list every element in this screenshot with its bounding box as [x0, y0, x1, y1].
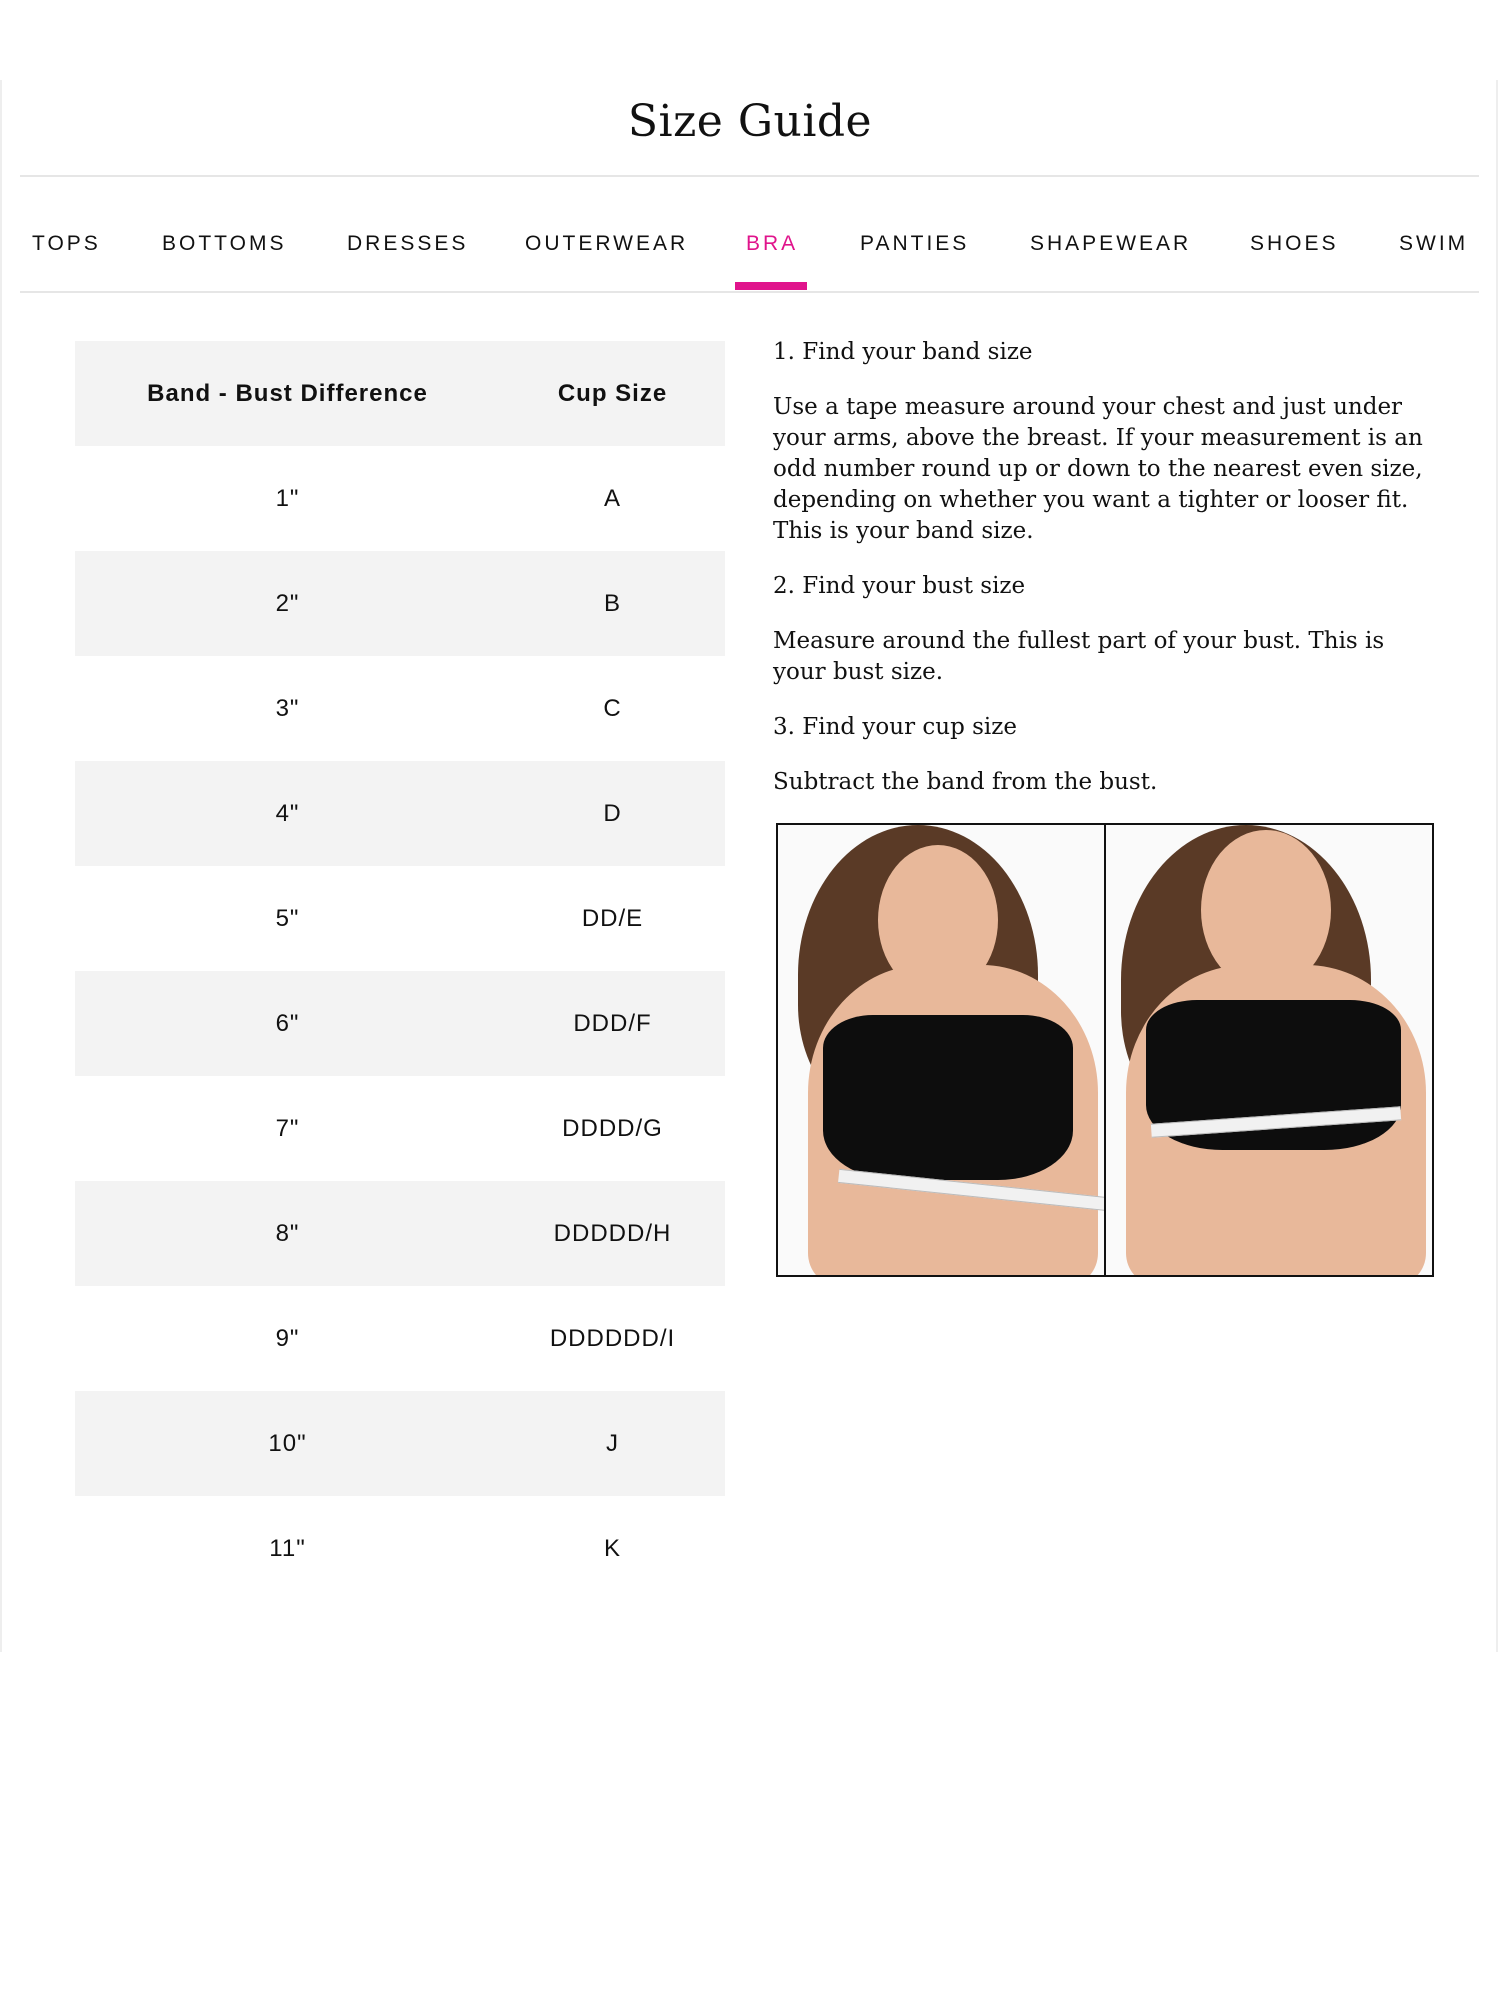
tab-bra[interactable]: BRA	[746, 232, 799, 255]
tab-shoes[interactable]: SHOES	[1250, 232, 1339, 255]
table-row	[75, 1391, 725, 1496]
band-bust-difference: 6"	[275, 1009, 300, 1037]
tab-outerwear[interactable]: OUTERWEAR	[525, 232, 689, 255]
table-row	[75, 761, 725, 866]
band-bust-difference: 9"	[275, 1324, 300, 1352]
band-bust-difference: 10"	[268, 1429, 307, 1457]
active-tab-indicator	[735, 282, 807, 290]
table-row	[75, 1286, 725, 1391]
tab-bottoms[interactable]: BOTTOMS	[162, 232, 287, 255]
band-bust-difference: 7"	[275, 1114, 300, 1142]
cup-size: C	[603, 694, 622, 722]
table-row	[75, 971, 725, 1076]
cup-size: A	[603, 484, 621, 512]
photo-bust-measurement	[1104, 825, 1432, 1275]
band-bust-difference: 4"	[275, 799, 300, 827]
black-bra-shape	[823, 1015, 1073, 1180]
cup-size: J	[606, 1429, 619, 1457]
photo-band-measurement	[778, 825, 1104, 1275]
cup-size: D	[603, 799, 622, 827]
step3-text: Subtract the band from the bust.	[773, 769, 1158, 795]
table-row	[75, 1076, 725, 1181]
band-bust-difference: 8"	[275, 1219, 300, 1247]
step1-text: Use a tape measure around your chest and just under your arms, above the breast. If your measurement is an odd number round up or down to the nearest even size, depending on whether you want a tighter or looser fit. This is your band size.	[773, 394, 1423, 544]
cup-size: DDDD/G	[562, 1114, 663, 1142]
cup-size: DDDDD/H	[553, 1219, 672, 1247]
cup-size: DDDDDD/I	[549, 1324, 676, 1352]
step2-title: 2. Find your bust size	[773, 573, 1026, 599]
header-band-bust-difference: Band - Bust Difference	[147, 379, 428, 407]
table-row	[75, 551, 725, 656]
title-divider	[20, 175, 1479, 177]
table-row	[75, 446, 725, 551]
cup-size-table	[75, 341, 725, 1601]
tab-tops[interactable]: TOPS	[32, 232, 101, 255]
tab-dresses[interactable]: DRESSES	[347, 232, 469, 255]
table-header-row	[75, 341, 725, 446]
table-row	[75, 1496, 725, 1601]
step1-title: 1. Find your band size	[773, 339, 1033, 365]
step2-text: Measure around the fullest part of your bust. This is your bust size.	[773, 628, 1385, 685]
page-title: Size Guide	[627, 96, 873, 147]
tab-shapewear[interactable]: SHAPEWEAR	[1030, 232, 1192, 255]
band-bust-difference: 1"	[275, 484, 300, 512]
cup-size: K	[603, 1534, 621, 1562]
tab-swim[interactable]: SWIM	[1399, 232, 1469, 255]
measuring-instructions	[773, 337, 1433, 822]
table-row	[75, 866, 725, 971]
header-cup-size: Cup Size	[557, 379, 668, 407]
tab-panties[interactable]: PANTIES	[860, 232, 970, 255]
measuring-photos	[776, 823, 1434, 1277]
tabs-divider	[20, 291, 1479, 293]
band-bust-difference: 5"	[275, 904, 300, 932]
cup-size: DDD/F	[573, 1009, 652, 1037]
band-bust-difference: 3"	[275, 694, 300, 722]
table-row	[75, 656, 725, 761]
band-bust-difference: 11"	[269, 1534, 306, 1562]
table-row	[75, 1181, 725, 1286]
step3-title: 3. Find your cup size	[773, 714, 1017, 740]
category-tabs	[0, 232, 1500, 264]
cup-size: DD/E	[581, 904, 644, 932]
cup-size: B	[603, 589, 621, 617]
band-bust-difference: 2"	[275, 589, 300, 617]
